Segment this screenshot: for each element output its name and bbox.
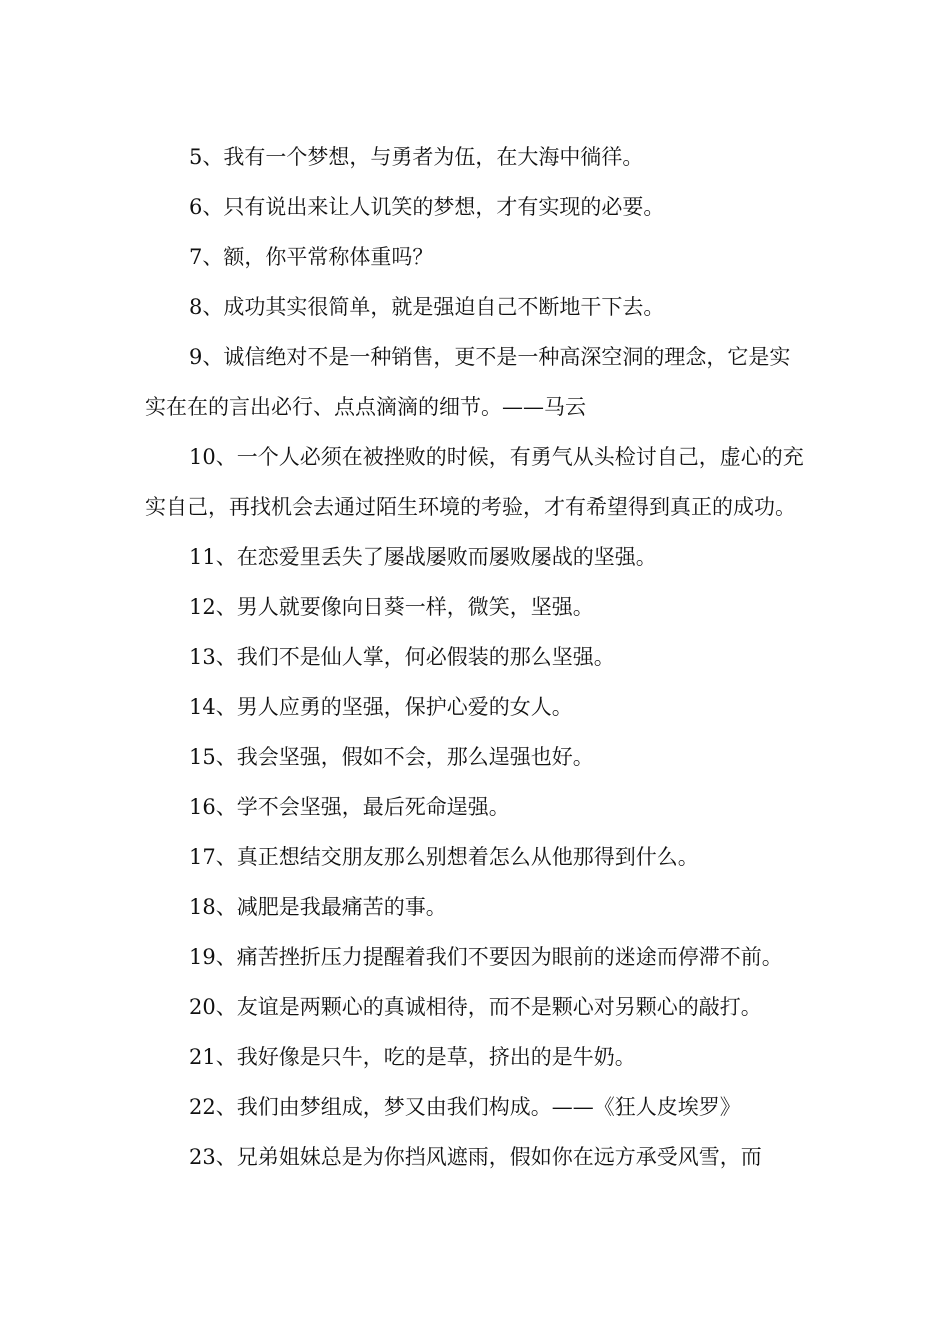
paragraph-11: 11、在恋爱里丢失了屡战屡败而屡败屡战的坚强。 <box>189 545 657 569</box>
paragraph-14: 14、男人应勇的坚强，保护心爱的女人。 <box>189 695 573 719</box>
paragraph-23: 23、兄弟姐妹总是为你挡风遮雨，假如你在远方承受风雪，而 <box>189 1145 762 1169</box>
paragraph-13: 13、我们不是仙人掌，何必假装的那么坚强。 <box>189 645 615 669</box>
paragraph-8: 8、成功其实很简单，就是强迫自己不断地干下去。 <box>189 295 665 319</box>
paragraph-15: 15、我会坚强，假如不会，那么逞强也好。 <box>189 745 594 769</box>
paragraph-12: 12、男人就要像向日葵一样，微笑，坚强。 <box>189 595 594 619</box>
paragraph-9: 9、诚信绝对不是一种销售，更不是一种高深空洞的理念，它是实实在在的言出必行、点点滴滴的细节。——马云 <box>145 345 791 419</box>
paragraph-5: 5、我有一个梦想，与勇者为伍，在大海中徜徉。 <box>189 145 644 169</box>
paragraph-18: 18、减肥是我最痛苦的事。 <box>189 895 447 919</box>
paragraph-7: 7、额，你平常称体重吗？ <box>189 245 434 269</box>
paragraph-22: 22、我们由梦组成，梦又由我们构成。——《狂人皮埃罗》 <box>189 1095 741 1119</box>
paragraph-21: 21、我好像是只牛，吃的是草，挤出的是牛奶。 <box>189 1045 636 1069</box>
document-body <box>145 132 807 1182</box>
paragraph-6: 6、只有说出来让人讥笑的梦想，才有实现的必要。 <box>189 195 665 219</box>
paragraph-20: 20、友谊是两颗心的真诚相待，而不是颗心对另颗心的敲打。 <box>189 995 762 1019</box>
paragraph-19: 19、痛苦挫折压力提醒着我们不要因为眼前的迷途而停滞不前。 <box>189 945 783 969</box>
paragraph-17: 17、真正想结交朋友那么别想着怎么从他那得到什么。 <box>189 845 699 869</box>
paragraph-16: 16、学不会坚强，最后死命逞强。 <box>189 795 510 819</box>
paragraph-10: 10、一个人必须在被挫败的时候，有勇气从头检讨自己，虚心的充实自己，再找机会去通过陌生环境的考验，才有希望得到真正的成功。 <box>145 445 804 519</box>
